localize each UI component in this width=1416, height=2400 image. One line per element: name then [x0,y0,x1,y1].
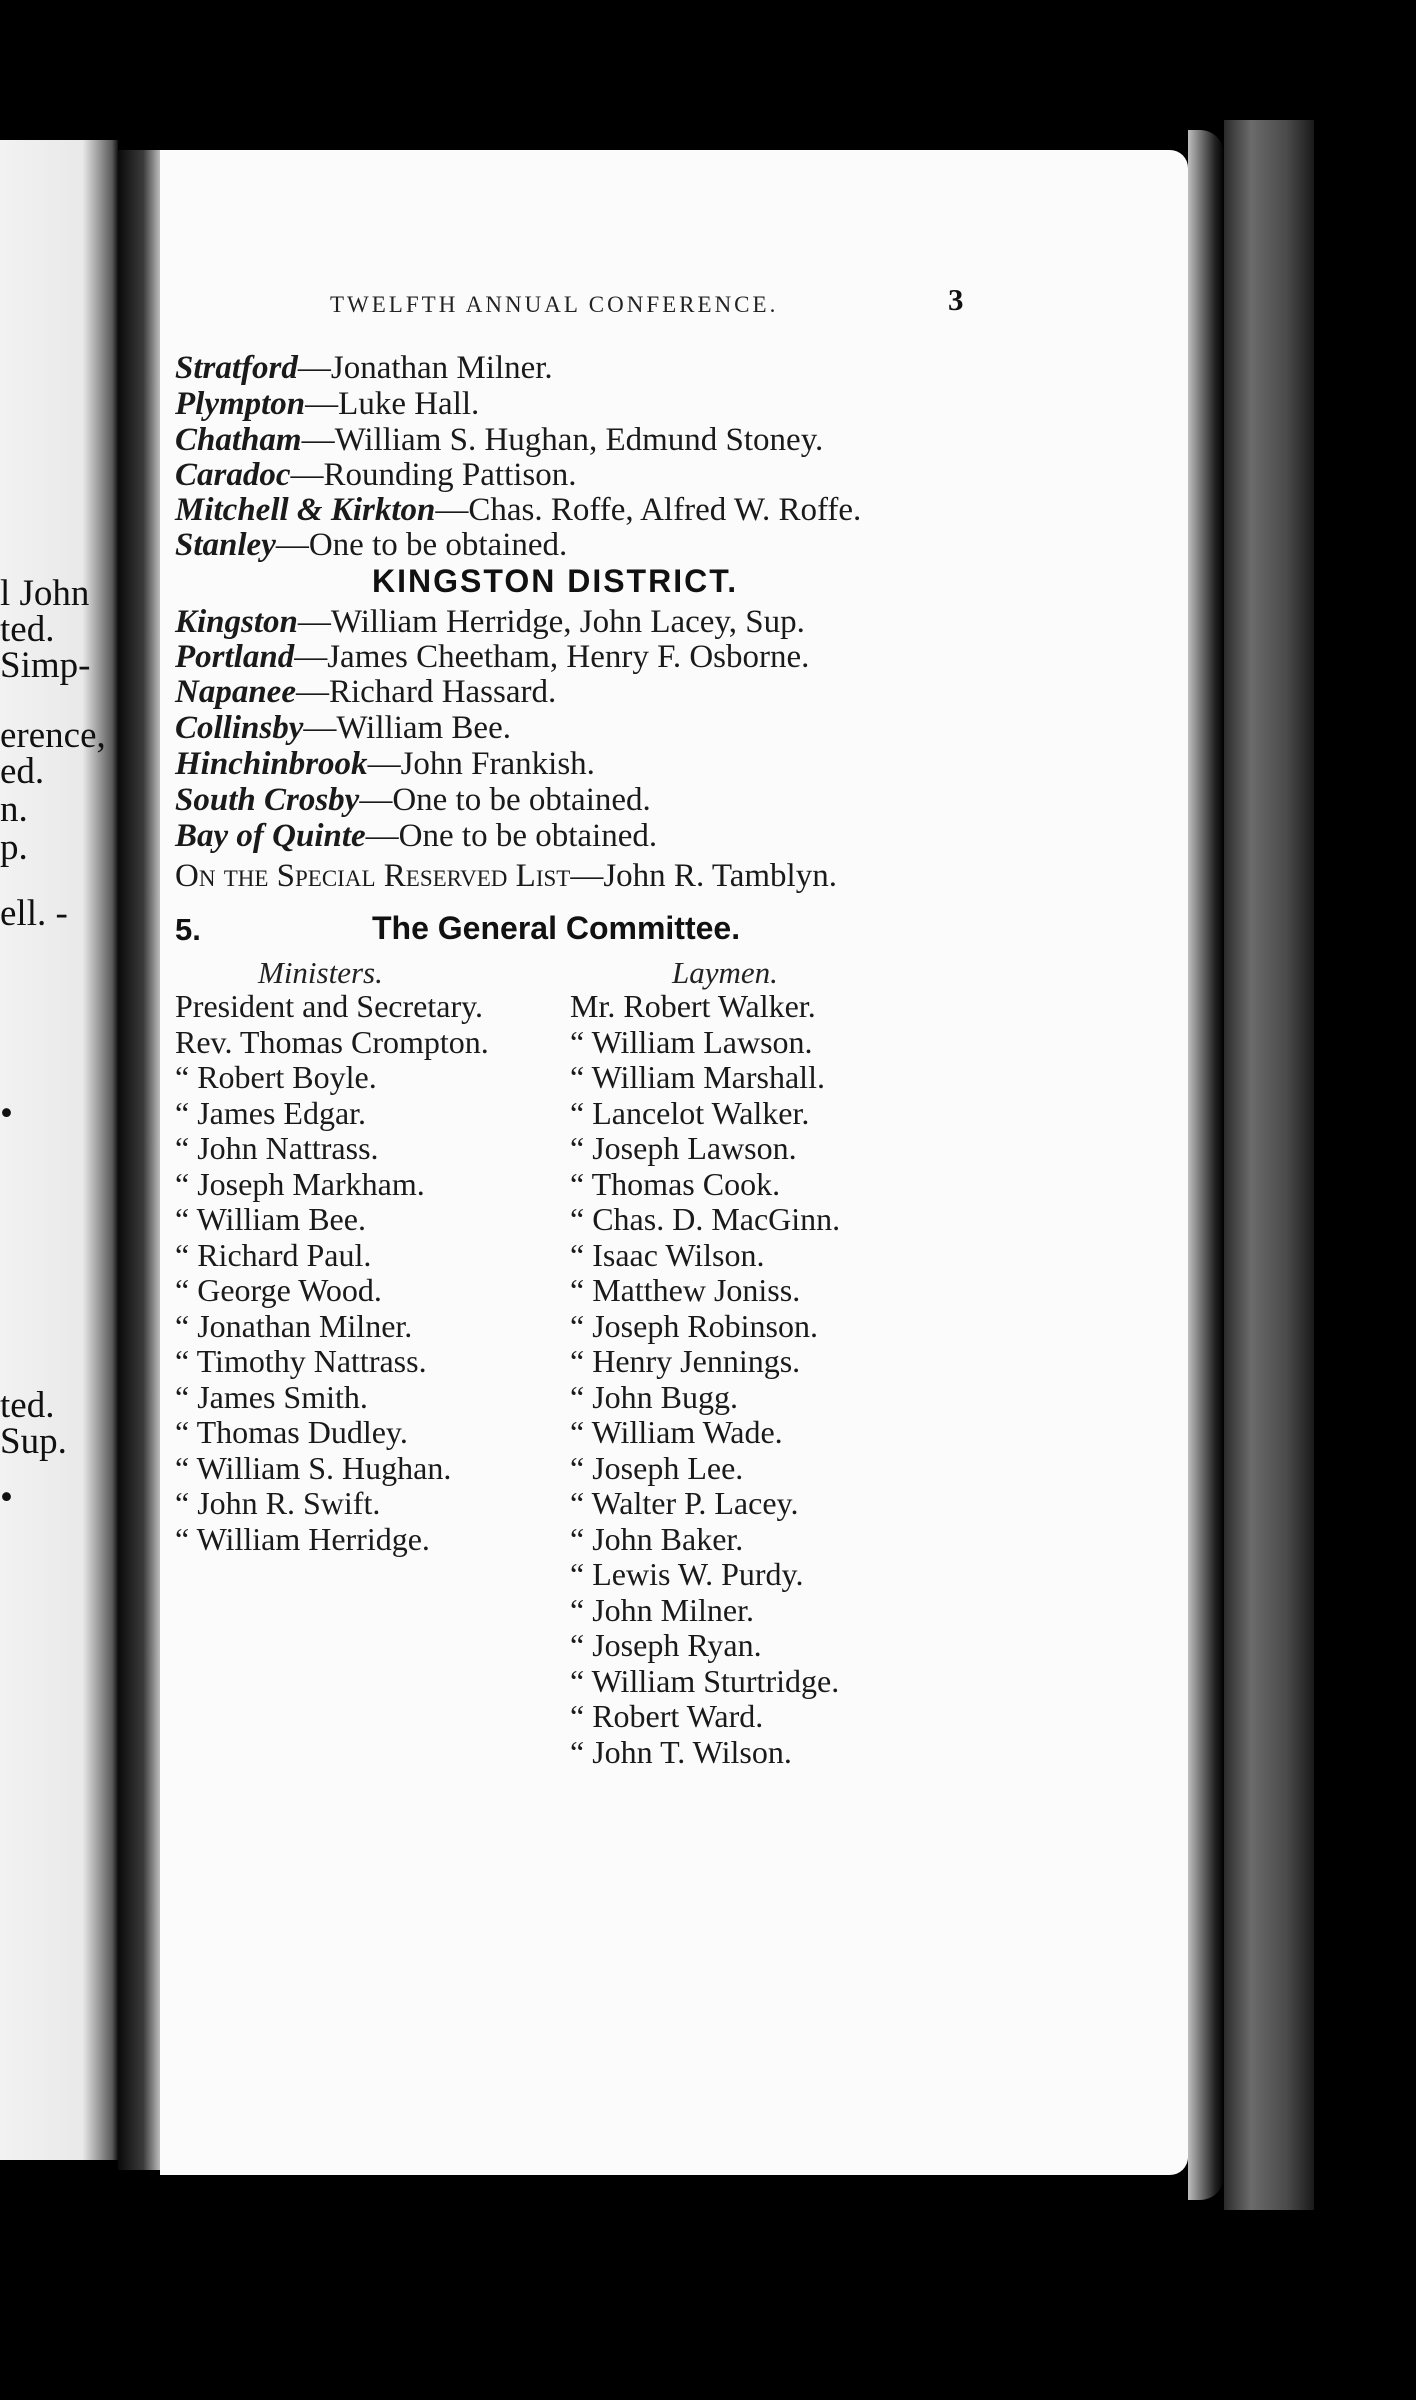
station-line [175,386,479,423]
layman-entry: “ Lewis W. Purdy. [570,1556,804,1592]
station-ministers: —Chas. Roffe, Alfred W. Roffe. [435,492,862,528]
page-number: 3 [948,282,964,317]
left-page-fragment: • [0,1477,13,1518]
layman-entry: “ John Baker. [570,1520,744,1557]
left-page-fragment: erence, [0,715,106,756]
special-reserved-label: On the Special Reserved List [175,858,571,894]
left-page-fragment: ed. [0,751,45,792]
layman-entry: “ Joseph Lawson. [570,1130,797,1166]
ministers-list [175,988,489,1556]
station-ministers: —Rounding Pattison. [290,457,577,493]
special-reserved-name: —John R. Tamblyn. [570,858,837,894]
station-ministers: —Richard Hassard. [295,674,557,710]
layman-entry: “ William Wade. [570,1414,783,1450]
section-title: The General Committee. [372,910,741,946]
station-place: Stanley [175,527,276,563]
station-place: Caradoc [175,457,291,493]
layman-entry: “ Robert Ward. [570,1698,764,1734]
station-ministers: —One to be obtained. [365,818,658,854]
district-heading: KINGSTON DISTRICT. [372,563,739,599]
station-ministers: —Jonathan Milner. [297,350,553,386]
minister-entry: “ Timothy Nattrass. [175,1343,427,1379]
section-number: 5. [175,912,201,947]
layman-entry: “ Thomas Cook. [570,1165,781,1202]
station-ministers: —William S. Hughan, Edmund Stoney. [301,422,824,458]
laymen-heading: Laymen. [672,955,778,990]
minister-entry: “ John R. Swift. [175,1485,381,1521]
minister-entry: “ George Wood. [175,1272,382,1308]
station-place: Mitchell & Kirkton [175,492,436,528]
station-place: Portland [175,639,295,675]
layman-entry: “ William Marshall. [570,1059,825,1095]
minister-entry: “ James Edgar. [175,1094,367,1131]
layman-entry: “ Henry Jennings. [570,1343,801,1379]
left-page-fragment: p. [0,827,28,868]
left-page-fragment: l John [0,573,90,614]
station-ministers: —William Herridge, John Lacey, Sup. [297,604,805,640]
station-place: Kingston [175,604,298,640]
station-ministers: —One to be obtained. [275,527,568,563]
station-ministers: —Luke Hall. [305,386,480,422]
station-line [175,492,861,529]
page-edge [1188,130,1224,2200]
minister-entry: “ William Herridge. [175,1520,430,1557]
station-place: Plympton [175,386,306,422]
station-ministers: —One to be obtained. [359,782,651,818]
station-place: Bay of Quinte [175,818,366,854]
left-page-fragment: ted. [0,609,55,650]
special-reserved-line [175,858,837,895]
station-line [175,604,805,641]
left-page-fragment: n. [0,789,28,830]
left-page-fragment: ted. [0,1385,55,1426]
left-page-fragment: • [0,1093,13,1134]
laymen-list [570,988,840,1769]
station-line [175,782,651,819]
minister-entry: Rev. Thomas Crompton. [175,1023,489,1060]
station-line [175,639,809,676]
layman-entry: Mr. Robert Walker. [570,988,816,1024]
station-line [175,746,595,783]
minister-entry: President and Secretary. [175,988,484,1024]
layman-entry: “ Matthew Joniss. [570,1272,801,1308]
station-place: Hinchinbrook [175,746,368,782]
layman-entry: “ Joseph Lee. [570,1449,744,1486]
layman-entry: “ John Bugg. [570,1378,738,1415]
layman-entry: “ Walter P. Lacey. [570,1485,799,1521]
ministers-heading: Ministers. [258,955,383,990]
station-line [175,674,556,711]
minister-entry: “ Joseph Markham. [175,1165,425,1202]
station-place: Chatham [175,422,302,458]
book-gutter [118,150,160,2170]
layman-entry: “ John Milner. [570,1591,754,1628]
left-facing-page [0,140,118,2160]
left-page-fragment: Simp- [0,645,91,686]
layman-entry: “ Lancelot Walker. [570,1094,810,1131]
minister-entry: “ William Bee. [175,1201,366,1237]
minister-entry: “ Robert Boyle. [175,1059,377,1095]
minister-entry: “ James Smith. [175,1378,368,1415]
station-place: Napanee [175,674,296,710]
running-header: TWELFTH ANNUAL CONFERENCE. [330,292,779,317]
layman-entry: “ Joseph Ryan. [570,1627,762,1663]
minister-entry: “ Thomas Dudley. [175,1414,408,1450]
station-ministers: —William Bee. [303,710,511,746]
station-place: South Crosby [175,782,360,818]
layman-entry: “ Joseph Robinson. [570,1307,818,1344]
layman-entry: “ William Sturtridge. [570,1662,840,1699]
left-page-fragment: ell. - [0,893,68,934]
minister-entry: “ Jonathan Milner. [175,1307,413,1344]
minister-entry: “ William S. Hughan. [175,1449,452,1486]
left-page-fragment: Sup. [0,1421,67,1462]
station-line [175,457,577,494]
station-place: Collinsby [175,710,304,746]
station-line [175,710,511,747]
layman-entry: “ William Lawson. [570,1023,813,1060]
minister-entry: “ John Nattrass. [175,1130,379,1166]
minister-entry: “ Richard Paul. [175,1236,372,1273]
station-line [175,422,823,459]
station-ministers: —James Cheetham, Henry F. Osborne. [294,639,810,675]
station-ministers: —John Frankish. [367,746,595,782]
layman-entry: “ Isaac Wilson. [570,1236,765,1273]
station-line [175,527,567,564]
layman-entry: “ Chas. D. MacGinn. [570,1201,841,1237]
station-place: Stratford [175,350,298,386]
station-line [175,350,553,387]
book-cover-edge [1224,120,1314,2210]
layman-entry: “ John T. Wilson. [570,1733,792,1770]
station-line [175,818,657,855]
